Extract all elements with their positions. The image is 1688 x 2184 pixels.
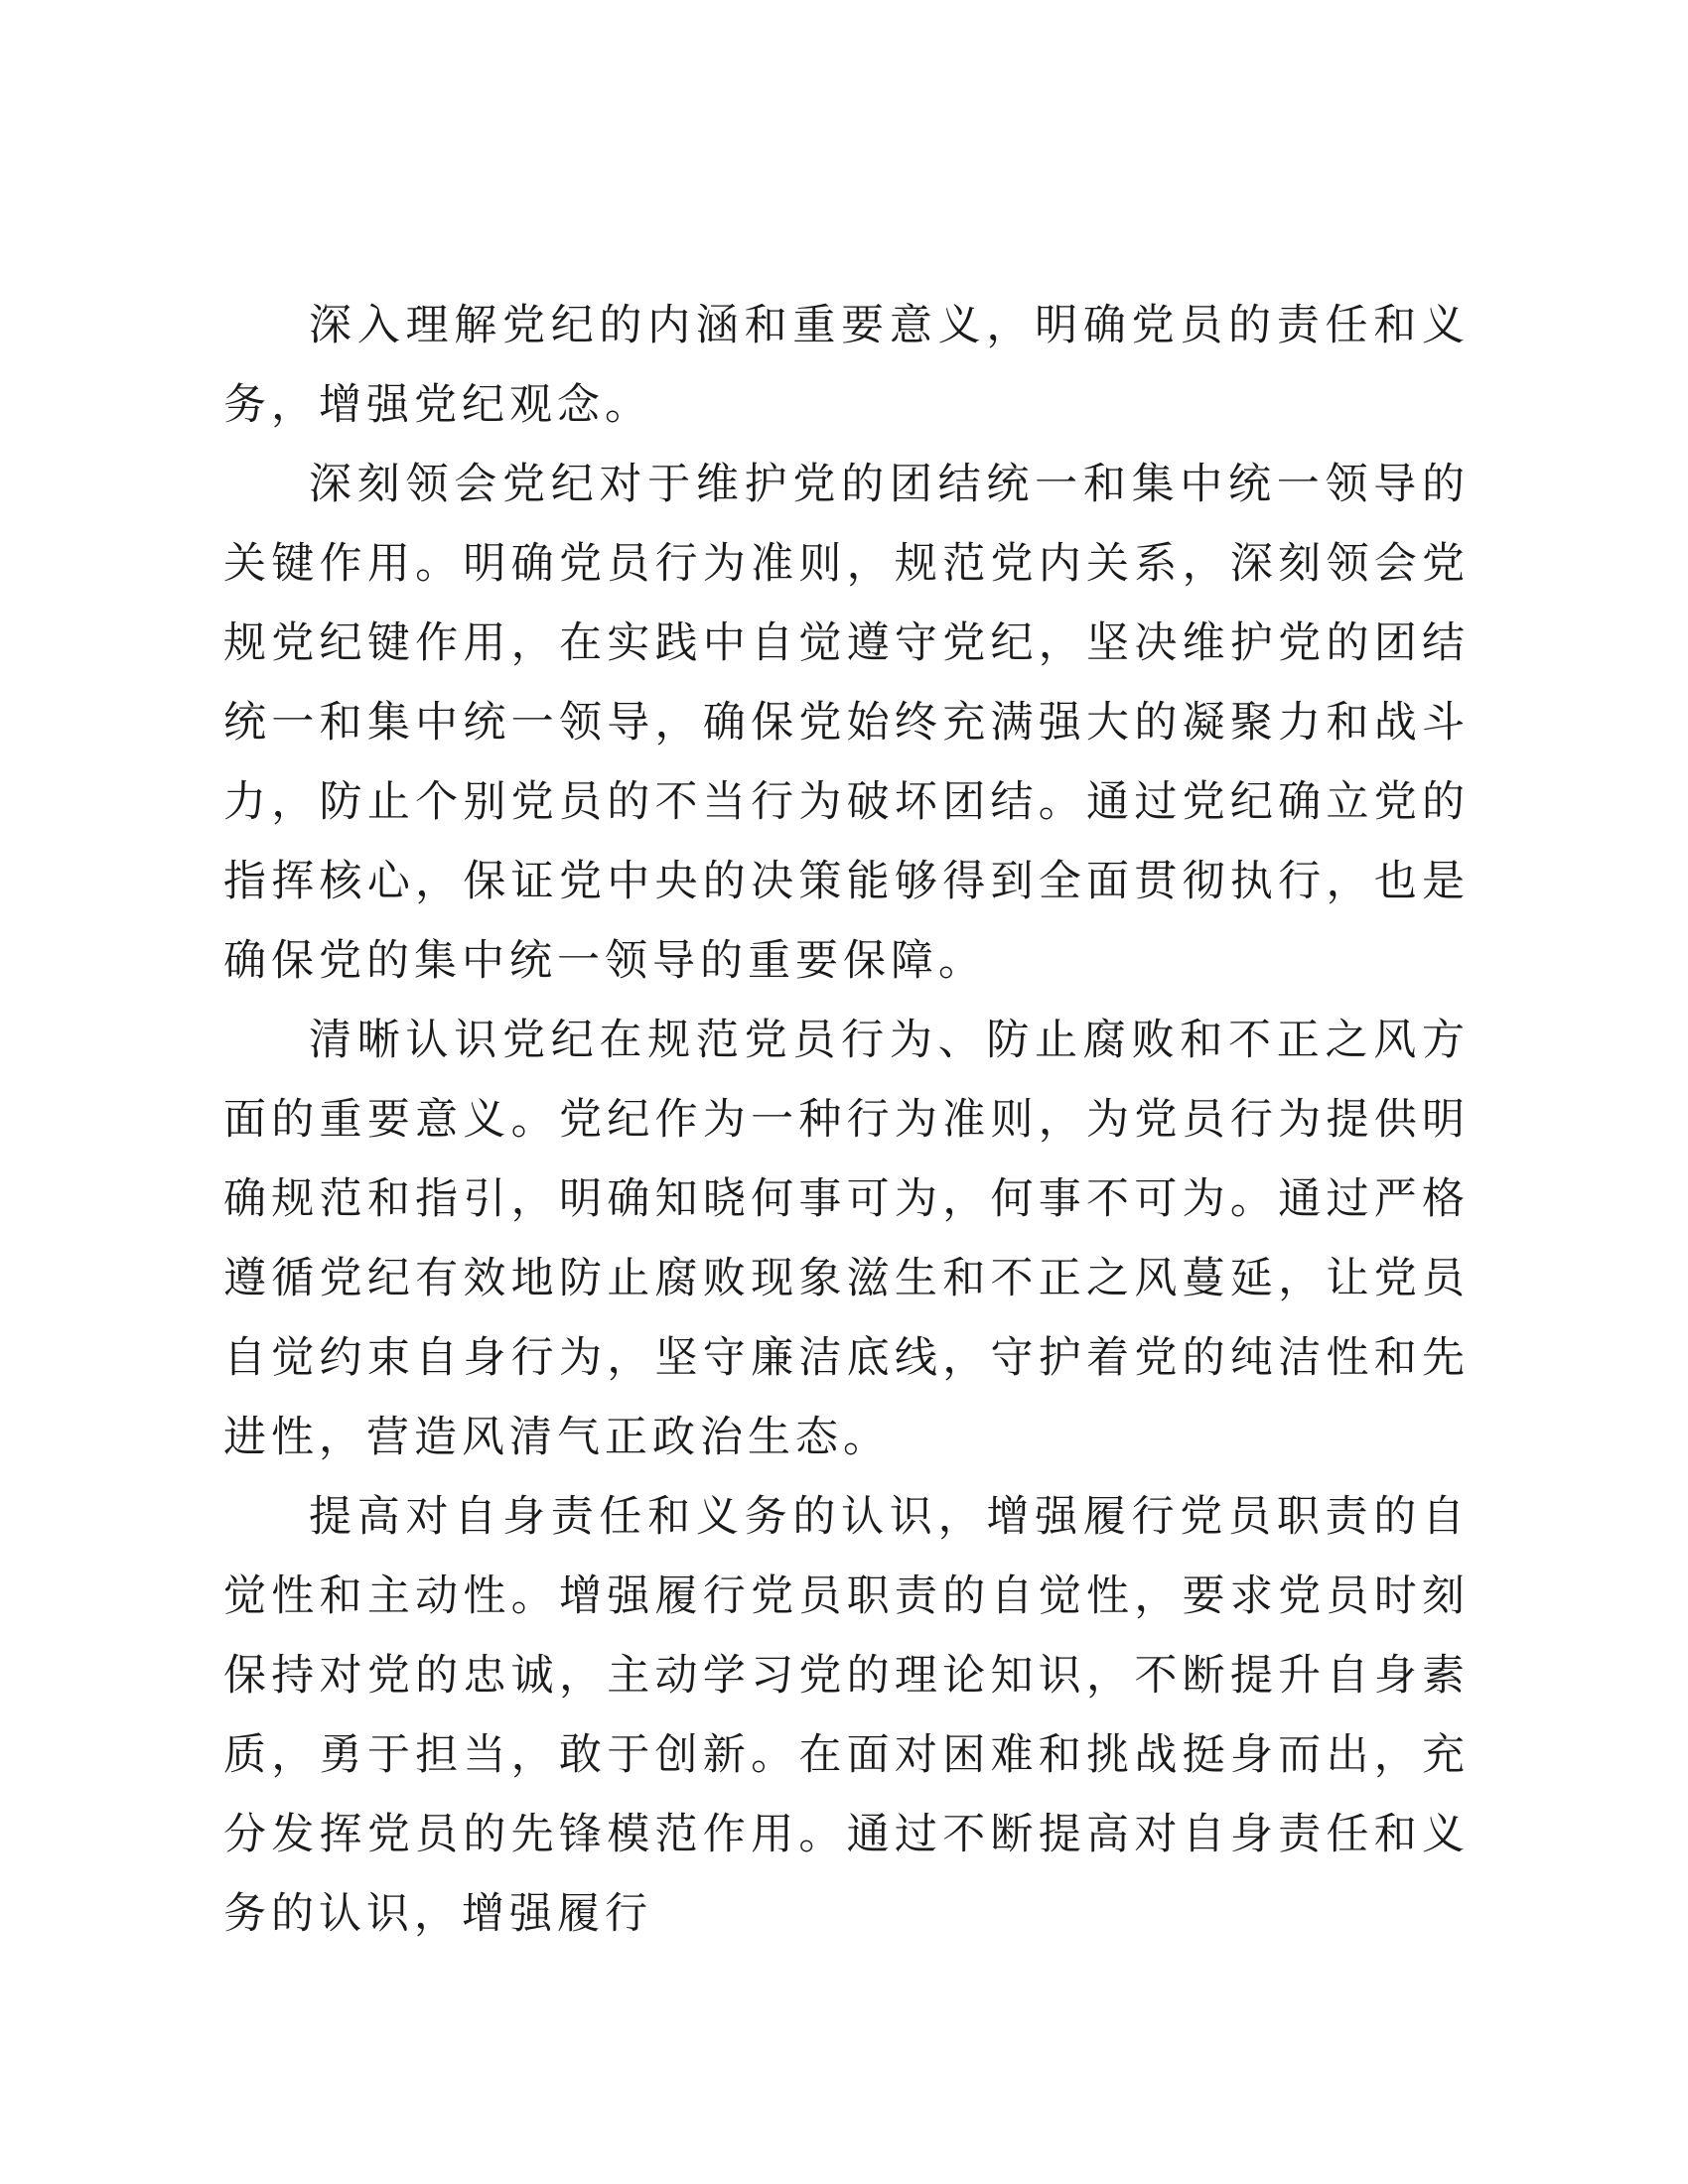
paragraph-3: 清晰认识党纪在规范党员行为、防止腐败和不正之风方面的重要意义。党纪作为一种行为准则，为党员行为提供明确规范和指引，明确知晓何事可为，何事不可为。通过严格遵循党纪有效地防止腐败现象滋生和不正之风蔓延，让党员自觉约束自身行为，坚守廉洁底线，守护着党的纯洁性和先进性，营造风清气正政治生态。 — [223, 1016, 1470, 1462]
paragraph-4: 提高对自身责任和义务的认识，增强履行党员职责的自觉性和主动性。增强履行党员职责的自觉性，要求党员时刻保持对党的忠诚，主动学习党的理论知识，不断提升自身素质，勇于担当，敢于创新。在面对困难和挑战挺身而出，充分发挥党员的先锋模范作用。通过不断提高对自身责任和义务的认识，增强履行 — [223, 1492, 1470, 1939]
paragraph-1: 深入理解党纪的内涵和重要意义，明确党员的责任和义务，增强党纪观念。 — [223, 301, 1470, 430]
paragraph-2: 深刻领会党纪对于维护党的团结统一和集中统一领导的关键作用。明确党员行为准则，规范党内关系，深刻领会党规党纪键作用，在实践中自觉遵守党纪，坚决维护党的团结统一和集中统一领导，确保党始终充满强大的凝聚力和战斗力，防止个别党员的不当行为破坏团结。通过党纪确立党的指挥核心，保证党中央的决策能够得到全面贯彻执行，也是确保党的集中统一领导的重要保障。 — [223, 460, 1470, 986]
document-body — [223, 286, 1470, 1954]
